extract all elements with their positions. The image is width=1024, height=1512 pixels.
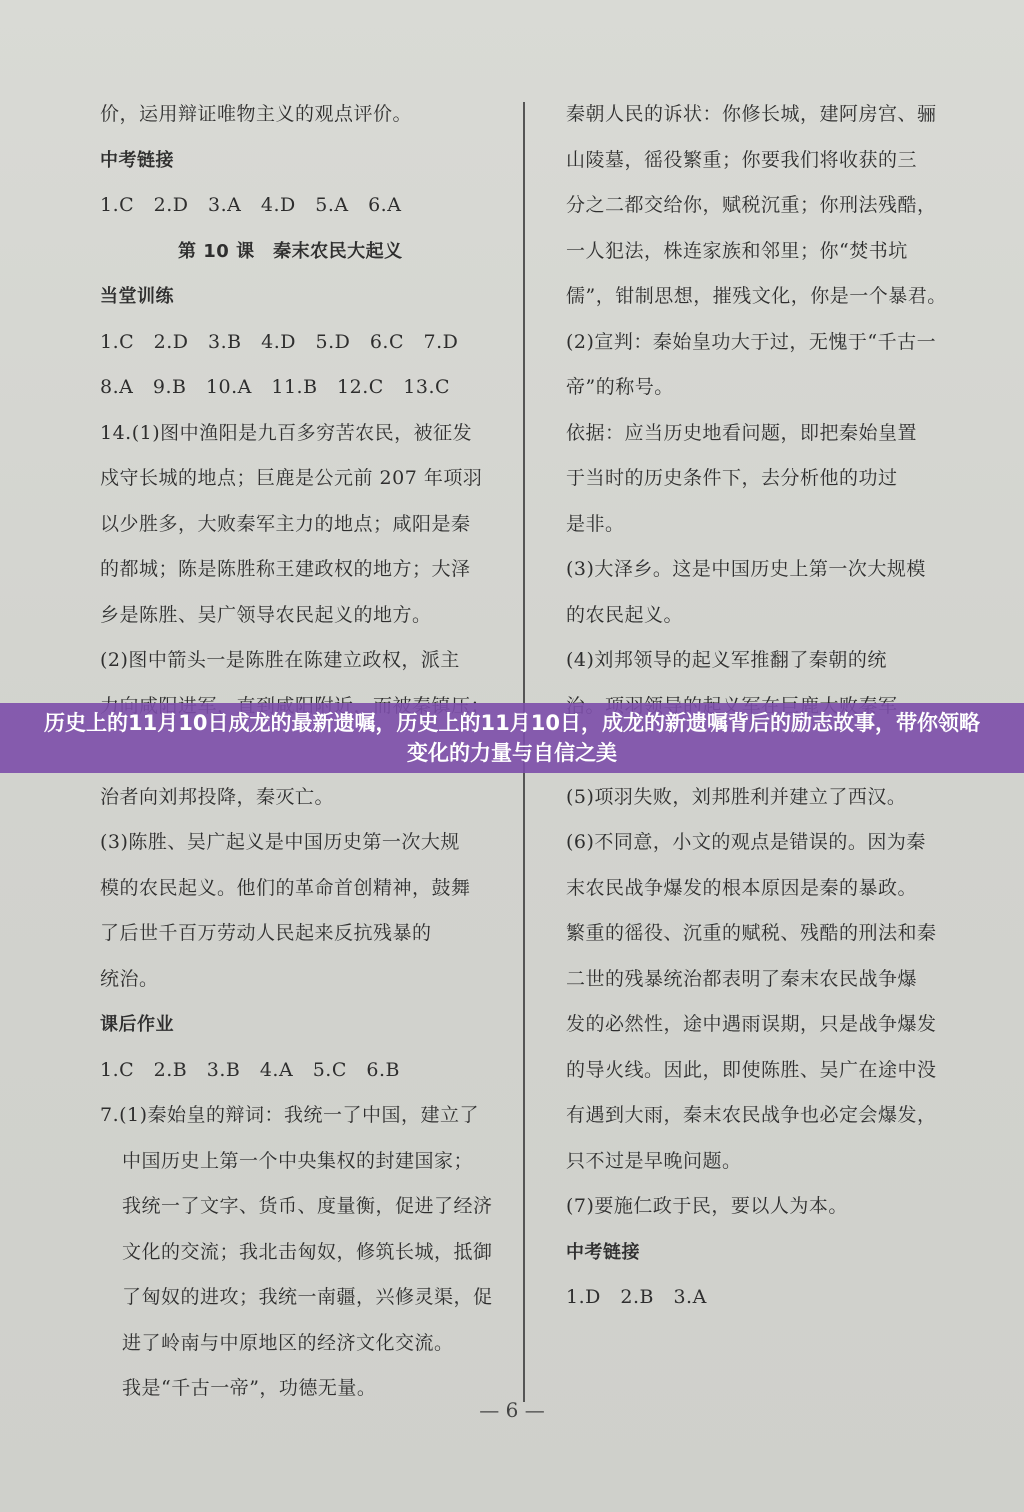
right-column-text-line: (5)项羽失败，刘邦胜利并建立了西汉。	[566, 785, 907, 808]
left-column-text-line: 8.A 9.B 10.A 11.B 12.C 13.C	[100, 376, 451, 398]
banner-title: 历史上的11月10日成龙的最新遗嘱，历史上的11月10日，成龙的新遗嘱背后的励志故事，带你领略变化的力量与自信之美	[44, 711, 980, 765]
left-column-text-line: 治者向刘邦投降，秦灭亡。	[100, 785, 335, 808]
left-column-text-line: 了后世千百万劳动人民起来反抗残暴的	[100, 922, 432, 944]
page-number: — 6 —	[479, 1398, 545, 1422]
left-column-heading: 第 10 课 秦末农民大起义	[178, 240, 403, 262]
left-column-text-line: 14.(1)图中渔阳是九百多穷苦农民，被征发	[100, 421, 473, 444]
right-column-text-line: 末农民战争爆发的根本原因是秦的暴政。	[566, 876, 918, 899]
left-column-text-line: 统治。	[100, 967, 159, 990]
left-column-text-line: 我统一了文字、货币、度量衡，促进了经济	[122, 1195, 493, 1217]
right-column-text-line: 秦朝人民的诉状：你修长城，建阿房宫、骊	[566, 103, 937, 125]
right-column-heading: 中考链接	[566, 1241, 640, 1263]
right-column-text-line: 于当时的历史条件下，去分析他的功过	[566, 467, 898, 489]
right-column-text-line: (4)刘邦领导的起义军推翻了秦朝的统	[566, 649, 887, 671]
right-column-text-line: 一人犯法，株连家族和邻里；你“焚书坑	[566, 239, 908, 262]
right-column-text-line: 是非。	[566, 512, 625, 535]
left-column-text-line: 以少胜多，大败秦军主力的地点；咸阳是秦	[100, 512, 471, 535]
left-column-text-line: 7.(1)秦始皇的辩词：我统一了中国，建立了	[100, 1104, 480, 1126]
left-column-text-line: 我是“千古一帝”，功德无量。	[122, 1377, 377, 1399]
left-column-text-line: 中国历史上第一个中央集权的封建国家；	[122, 1149, 474, 1172]
right-column-text-line: (7)要施仁政于民，要以人为本。	[566, 1195, 848, 1217]
left-column-text-line: 乡是陈胜、吴广领导农民起义的地方。	[100, 603, 432, 626]
left-column-text-line: 1.C 2.D 3.A 4.D 5.A 6.A	[100, 194, 402, 216]
left-column-text-line: (3)陈胜、吴广起义是中国历史第一次大规	[100, 831, 460, 853]
right-column-text-line: 1.D 2.B 3.A	[566, 1286, 707, 1308]
left-column-text-line: 的都城；陈是陈胜称王建政权的地方；大泽	[100, 558, 471, 580]
left-column-text-line: 戍守长城的地点；巨鹿是公元前 207 年项羽	[100, 467, 483, 489]
left-column-text-line: 了匈奴的进攻；我统一南疆，兴修灵渠，促	[122, 1286, 493, 1308]
title-banner	[0, 703, 1024, 773]
left-column-text-line: 进了岭南与中原地区的经济文化交流。	[122, 1331, 454, 1354]
right-column-text-line: 繁重的徭役、沉重的赋税、残酷的刑法和秦	[566, 922, 937, 944]
right-column-text-line: 有遇到大雨，秦末农民战争也必定会爆发，	[566, 1104, 937, 1126]
right-column-text-line: 的农民起义。	[566, 603, 684, 626]
left-column-text-line: 文化的交流；我北击匈奴，修筑长城，抵御	[122, 1240, 493, 1263]
left-column-text-line: 1.C 2.B 3.B 4.A 5.C 6.B	[100, 1058, 400, 1081]
right-column-text-line: 二世的残暴统治都表明了秦末农民战争爆	[566, 967, 918, 990]
left-column-text-line: (2)图中箭头一是陈胜在陈建立政权，派主	[100, 649, 460, 671]
right-column-text-line: (3)大泽乡。这是中国历史上第一次大规模	[566, 558, 926, 580]
left-column-heading: 课后作业	[100, 1014, 174, 1035]
right-column-text-line: 只不过是早晚问题。	[566, 1149, 742, 1172]
left-column-text-line: 价，运用辩证唯物主义的观点评价。	[100, 103, 413, 125]
right-column-text-line: 分之二都交给你，赋税沉重；你刑法残酷，	[566, 194, 937, 216]
right-column-text-line: 依据：应当历史地看问题，即把秦始皇置	[566, 421, 918, 444]
left-column-heading: 当堂训练	[100, 286, 174, 307]
right-column-text-line: 的导火线。因此，即使陈胜、吴广在途中没	[566, 1058, 937, 1081]
right-column-text-line: 山陵墓，徭役繁重；你要我们将收获的三	[566, 148, 918, 171]
right-column-text-line: 帝”的称号。	[566, 376, 674, 398]
right-column-text-line: 发的必然性，途中遇雨误期，只是战争爆发	[566, 1013, 937, 1035]
right-column-text-line: (2)宣判：秦始皇功大于过，无愧于“千古一	[566, 330, 937, 353]
right-column-text-line: 儒”，钳制思想，摧残文化，你是一个暴君。	[566, 285, 947, 307]
left-column-heading: 中考链接	[100, 149, 174, 171]
left-column-text-line: 1.C 2.D 3.B 4.D 5.D 6.C 7.D	[100, 330, 459, 353]
right-column-text-line: (6)不同意，小文的观点是错误的。因为秦	[566, 831, 926, 853]
left-column-text-line: 模的农民起义。他们的革命首创精神，鼓舞	[100, 876, 471, 899]
